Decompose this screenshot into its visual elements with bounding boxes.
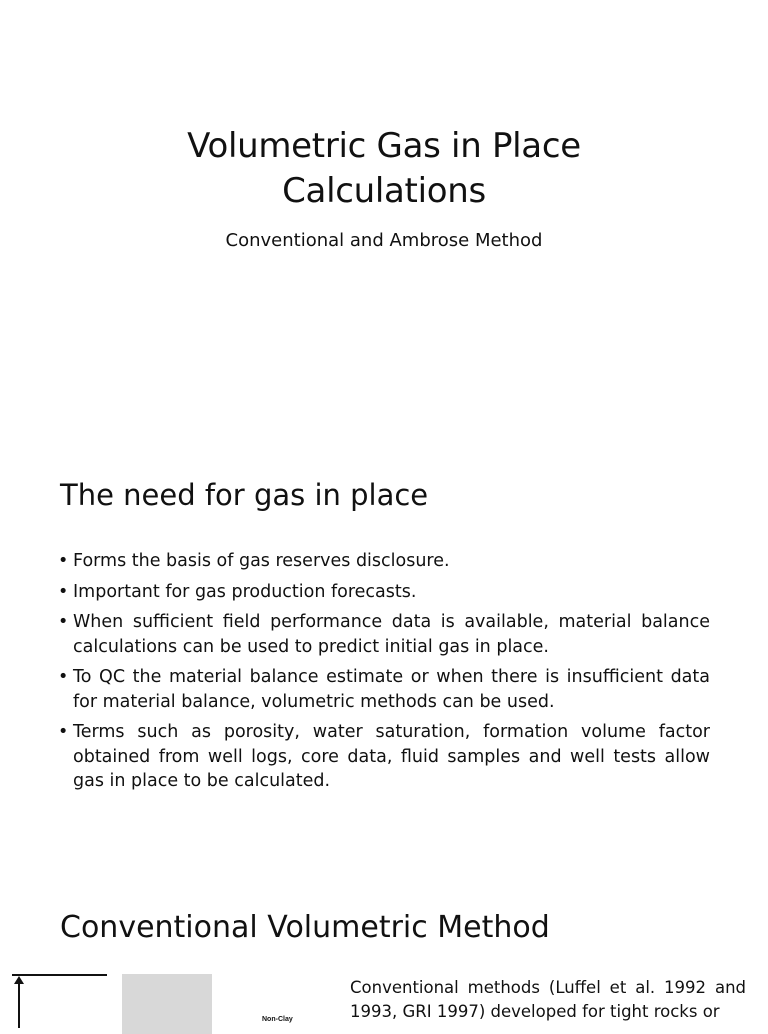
bullet-item	[58, 720, 710, 794]
bullet-item	[58, 610, 710, 659]
bullet-marker: •	[58, 667, 69, 687]
bullet-item	[58, 665, 710, 714]
bullet-item	[58, 549, 710, 574]
diagram-top-line	[12, 974, 107, 976]
rock-composition-diagram	[0, 964, 340, 1024]
title-slide	[0, 0, 768, 440]
bullet-text: Forms the basis of gas reserves disclosure.	[73, 551, 450, 571]
slide-heading: The need for gas in place	[60, 478, 429, 512]
bullet-list	[58, 549, 710, 800]
bullet-text: Terms such as porosity, water saturation, formation volume factor obtained from well logs, core data, fluid samples and well tests allow gas in place to be calculated.	[73, 722, 710, 791]
bullet-marker: •	[58, 551, 69, 571]
presentation-title	[0, 124, 768, 214]
bullet-text: To QC the material balance estimate or when there is insufficient data for material balance, volumetric methods can be used.	[73, 667, 710, 712]
presentation-subtitle: Conventional and Ambrose Method	[225, 230, 543, 251]
title-line-2: Calculations	[282, 171, 486, 211]
bullet-item	[58, 580, 710, 605]
diagram-axis-line	[18, 978, 20, 1028]
diagram-grey-block	[122, 974, 212, 1034]
non-clay-label: Non-Clay	[262, 1016, 293, 1023]
bullet-text: Important for gas production forecasts.	[73, 581, 417, 602]
bullet-marker: •	[58, 581, 69, 602]
conventional-method-slide	[0, 900, 768, 1024]
bullet-text: When sufficient field performance data is available, material balance calculations can be used to predict initial gas in place.	[73, 612, 710, 657]
title-line-1: Volumetric Gas in Place	[187, 126, 581, 166]
slide-heading: Conventional Volumetric Method	[60, 910, 550, 945]
method-description: Conventional methods (Luffel et al. 1992 and 1993, GRI 1997) developed for tight rocks or	[350, 978, 746, 1021]
need-for-gas-slide	[0, 440, 768, 900]
bullet-marker: •	[58, 612, 69, 632]
bullet-marker: •	[58, 722, 69, 742]
